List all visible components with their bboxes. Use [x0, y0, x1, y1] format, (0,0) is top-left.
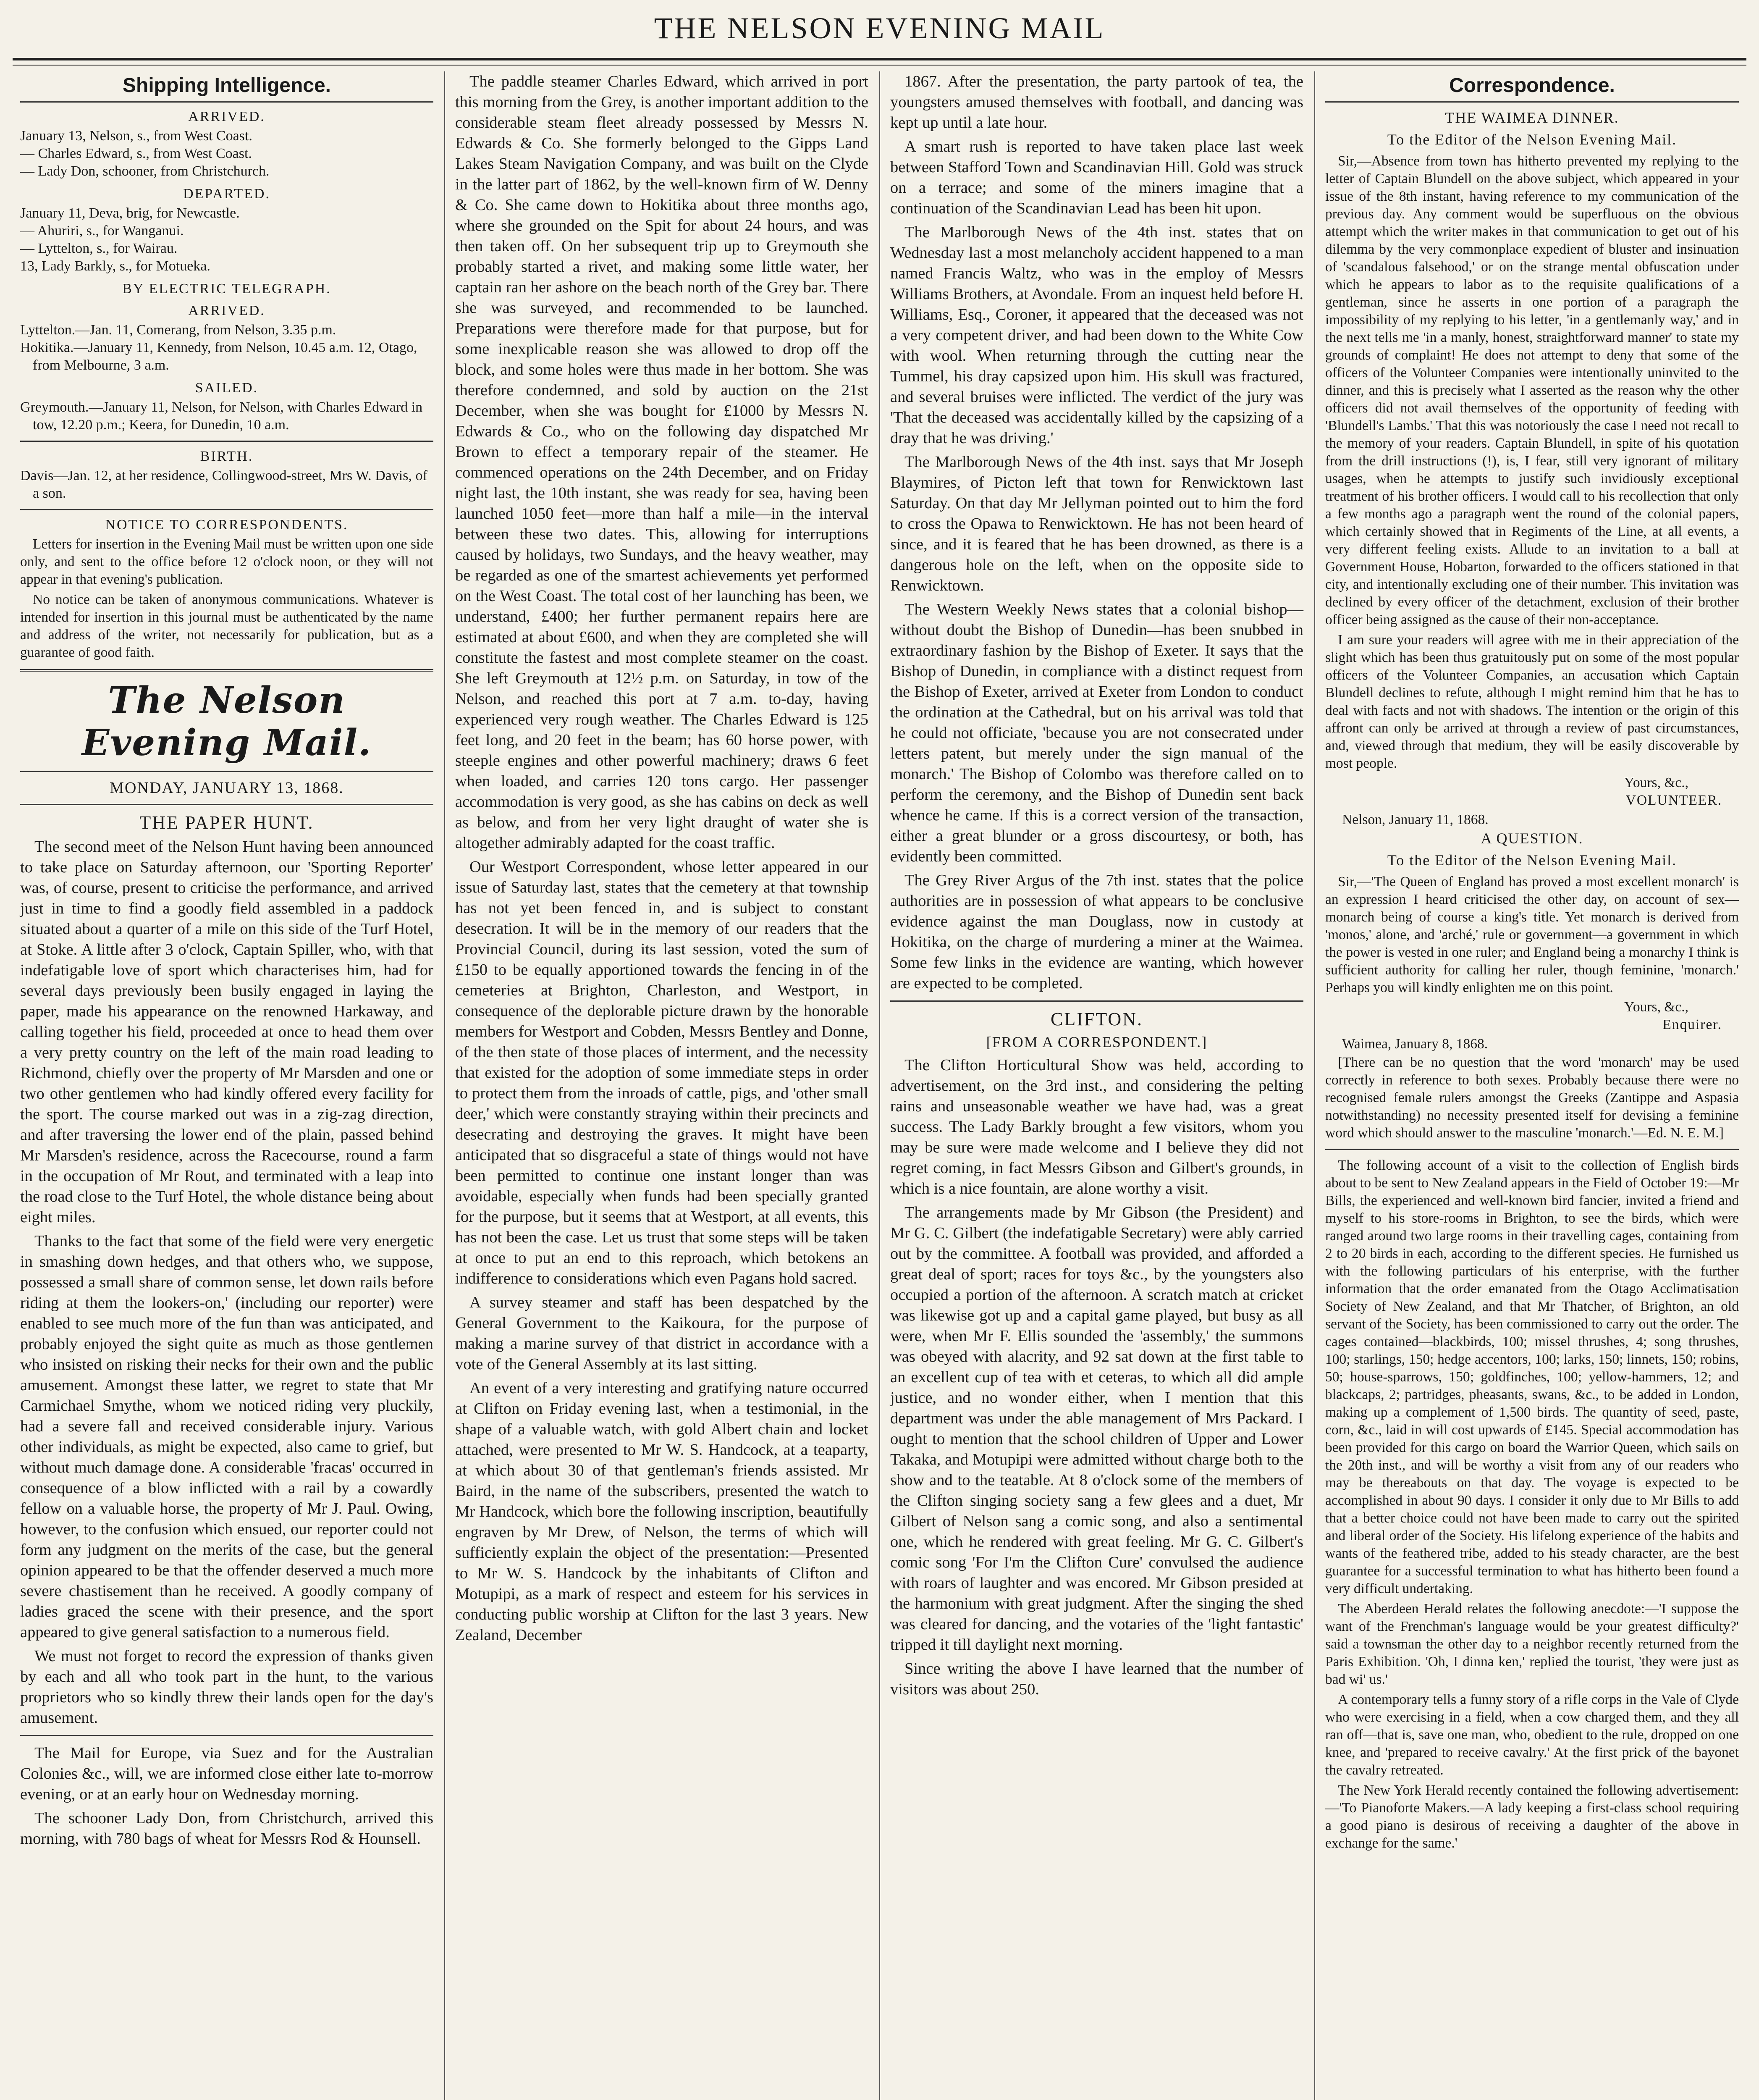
news-paragraph: The Grey River Argus of the 7th inst. states that the police authorities are in possession of what appears to be conclusive evidence against the man Douglass, now in custody at Hokitika, on the charge of murdering a miner at the Waimea. Some few links in the evidence are wanting, which however are expected to be completed.: [890, 872, 1303, 992]
news-paragraph: The Marlborough News of the 4th inst. says that Mr Joseph Blaymires, of Picton left that town for Renwicktown last Saturday. On that day Mr Jellyman pointed out to him the ford to cross the Opawa to Renwicktown. He has not been heard of since, and it is feared that he has been drowned, as there is a dangerous hole on the left, when on the opposite side to Renwicktown.: [890, 453, 1303, 594]
masthead-title: THE NELSON EVENING MAIL: [654, 11, 1105, 45]
article-paragraph: The Clifton Horticultural Show was held, according to advertisement, on the 3rd inst., and considering the pelting rains and unseasonable weather we have had, was a great success. The Lady Barkly brought a few visitors, whom you may be sure were made welcome and I believe they did not regret coming, in fact Messrs Gibson and Gilbert's grounds, in which is a nice fountain, are alone worthy a visit.: [890, 1056, 1303, 1197]
divider: [20, 771, 433, 772]
news-paragraph: A contemporary tells a funny story of a rifle corps in the Vale of Clyde who were exercising in a field, when a cow charged them, and they all ran off—that is, save one man, who, obedient to the rule, dropped on one knee, and 'prepared to receive cavalry.' At the first prick of the bayonet the cavalry retreated.: [1325, 1692, 1739, 1778]
news-paragraph: The Aberdeen Herald relates the following anecdote:—'I suppose the want of the Frenchman's language would be your greatest difficulty?' said a townsman the other day to a neighbor recently returned from the Paris Exhibition. 'Oh, I dinna ken,' replied the tourist, 'they were just as bad wi' us.': [1325, 1601, 1739, 1687]
divider: [890, 1000, 1303, 1002]
news-paragraph: The paddle steamer Charles Edward, which arrived in port this morning from the Grey, is another important addition to the considerable steam fleet already possessed by Messrs N. Edwards & Co. She formerly belonged to the Gipps Land Lakes Steam Navigation Company, and was built on the Clyde in the latter part of 1862, by the well-known firm of W. Denny & Co. She came down to Hokitika about three months ago, where she grounded on the Spit for about 24 hours, and was then taken off. On her subsequent trip up to Greymouth she probably started a rivet, and making some little water, her captain ran her ashore on the beach north of the Grey bar. There she was surveyed, and recommended to be launched. Preparations were therefore made for that purpose, but for some inexplicable reason she was allowed to drop off the block, and some holes were thus made in her bottom. She was therefore condemned, and sold by auction on the 21st December, when she was bought for £1000 by Messrs N. Edwards & Co., who on the following day dispatched Mr Brown to effect a temporary repair of the steamer. He commenced operations on the 24th December, and on Friday night last, the 10th instant, she was ready for sea, having been launched 1050 feet—more than half a mile—in the interval between these two dates. This, allowing for interruptions caused by holidays, two Sundays, and the heavy weather, may be regarded as one of the smartest achievements yet performed on the West Coast. The total cost of her launching has been, we understand, £400; her further permanent repairs here are estimated at about £600, and when they are completed she will constitute the fastest and most complete steamer on the coast. She left Greymouth at 12½ p.m. on Saturday, in tow of the Nelson, and reached this port at 7 a.m. to-day, having experienced very rough weather. The Charles Edward is 125 feet long, and 20 feet in the beam; has 60 horse power, with steeple engines and other powerful machinery; draws 6 feet when loaded, and carries 120 tons cargo. Her passenger accommodation is very good, as she has cabins on deck as well as below, and from her very light draught of water she is altogether admirably adapted for the coast traffic.: [455, 73, 868, 852]
nameplate: The Nelson Evening Mail.: [81, 679, 372, 764]
divider: [20, 1735, 433, 1736]
masthead-rule: [13, 58, 1746, 66]
shipping-title: Shipping Intelligence.: [20, 74, 433, 103]
column-4: [1318, 71, 1746, 2100]
shipping-entry: January 11, Deva, brig, for Newcastle.: [20, 205, 240, 221]
shipping-entry: — Ahuriri, s., for Wanganui.: [20, 223, 184, 239]
shipping-entry: — Lady Don, schooner, from Christchurch.: [20, 163, 270, 179]
news-paragraph: 1867. After the presentation, the party partook of tea, the youngsters amused themselves with football, and dancing was kept up until a late hour.: [890, 73, 1303, 131]
shipping-entry: Greymouth.—January 11, Nelson, for Nelson, with Charles Edward in tow, 12.20 p.m.; Keera, for Dunedin, 10 a.m.: [20, 399, 423, 433]
news-paragraph: The Marlborough News of the 4th inst. states that on Wednesday last a most melancholy accident happened to a man named Francis Waltz, who was in the employ of Messrs Williams Brothers, at Avondale. From an inquest held before H. Williams, Esq., Coroner, it appeared that the deceased was not a very competent driver, and had been down to the White Cow with wool. When returning through the cutting near the Tummel, his dray capsized upon him. His skull was fractured, and several bruises were inflicted. The verdict of the jury was 'That the deceased was accidentally killed by the capsizing of a dray that he was driving.': [890, 223, 1303, 447]
article-subtitle: [FROM A CORRESPONDENT.]: [986, 1034, 1208, 1050]
shipping-entry: Hokitika.—January 11, Kennedy, from Nelson, 10.45 a.m. 12, Otago, from Melbourne, 3 a.m.: [20, 340, 417, 373]
shipping-entry: 13, Lady Barkly, s., for Motueka.: [20, 258, 210, 274]
article-paragraph: Thanks to the fact that some of the field were very energetic in smashing down hedges, and that others who, we suppose, possessed a small share of common sense, let down rails before riding at them the lookers-on,' (including our reporter) were enabled to see much more of the fun than was anticipated, and probably enjoyed the sight quite as much as those gentlemen who insisted on risking their necks for their own and the public amusement. Amongst these latter, we regret to state that Mr Carmichael Smythe, whom we noticed riding very pluckily, had a severe fall and received considerable injury. Various other individuals, as might be expected, also came to grief, but without much damage done. A considerable 'fracas' occurred in consequence of a blow inflicted with a rail by a cowardly fellow on a valuable horse, the property of Mr J. Paul. Owing, however, to the confusion which ensued, our reporter could not form any judgment on the merits of the case, but the general opinion appeared to be that the offender deserved a much more severe chastisement than he received. A goodly company of ladies graced the scene with their presence, and the sport appeared to give general satisfaction to a numerous field.: [20, 1232, 433, 1641]
telegraph-heading: BY ELECTRIC TELEGRAPH.: [122, 281, 331, 297]
news-paragraph: An event of a very interesting and gratifying nature occurred at Clifton on Friday evening last, when a testimonial, in the shape of a valuable watch, with gold Albert chain and locket attached, were presented to Mr W. S. Handcock, at a teaparty, at which about 30 of that gentleman's friends assisted. Mr Baird, in the name of the subscribers, presented the watch to Mr Handcock, which bore the following inscription, beautifully engraven by Mr Drew, of Nelson, the terms of which will sufficiently explain the object of the presentation:—Presented to Mr W. S. Handcock by the inhabitants of Clifton and Motupipi, as a mark of respect and esteem for his services in conducting public worship at Clifton for the last 3 years. New Zealand, December: [455, 1379, 868, 1644]
editor-note: [There can be no question that the word 'monarch' may be used correctly in reference to both sexes. Probably because there were no recognised female rulers amongst the Greeks (Zantippe and Aspasia notwithstanding) no necessity presented itself for devising a feminine word which should answer to the masculine 'monarch.'—Ed. N. E. M.]: [1325, 1055, 1739, 1141]
letter-closing: Yours, &c.,: [1624, 999, 1688, 1015]
shipping-entry: January 13, Nelson, s., from West Coast.: [20, 128, 252, 144]
divider: [20, 804, 433, 805]
news-paragraph: The Western Weekly News states that a colonial bishop—without doubt the Bishop of Dunedin—has been snubbed in extraordinary fashion by the Bishop of Exeter. It says that the Bishop of Dunedin, in compliance with a distinct request from the Bishop of Exeter, arrived at Exeter from London to conduct the ordination at the Cathedral, but on his arrival was told that he could not officiate, 'because you are not consecrated under letters patent, but merely under the sign manual of the monarch.' The Bishop of Colombo was therefore called on to perform the ceremony, and the Bishop of Dunedin sent back whence he came. If this is a correct version of the transaction, either a great blunder or a gross discourtesy, or both, has evidently been committed.: [890, 601, 1303, 865]
news-paragraph: The schooner Lady Don, from Christchurch, arrived this morning, with 780 bags of wheat for Messrs Rod & Hounsell.: [20, 1809, 433, 1848]
birth-notice: Davis—Jan. 12, at her residence, Collingwood-street, Mrs W. Davis, of a son.: [20, 468, 427, 501]
article-paragraph: We must not forget to record the expression of thanks given by each and all who took part in the hunt, to the various proprietors who so kindly threw their lands open for the day's amusement.: [20, 1647, 433, 1727]
dateline: MONDAY, JANUARY 13, 1868.: [110, 779, 344, 797]
article-title: CLIFTON.: [1051, 1009, 1143, 1029]
letter-address: To the Editor of the Nelson Evening Mail.: [1387, 131, 1677, 148]
column-divider: [444, 71, 445, 2100]
news-paragraph: A smart rush is reported to have taken place last week between Stafford Town and Scandinavian Hill. Gold was struck on a terrace; and some of the miners imagine that a continuation of the Scandinavian Lead has been hit upon.: [890, 138, 1303, 217]
departed-heading: DEPARTED.: [183, 186, 270, 202]
news-paragraph: The following account of a visit to the collection of English birds about to be sent to New Zealand appears in the Field of October 19:—Mr Bills, the experienced and well-known bird fancier, invited a friend and myself to his store-rooms in Brighton, to see the birds, which were ranged around two large rooms in their travelling cages, containing from 2 to 20 birds in each, according to the different species. He furnished us with the following particulars of his enterprise, with the further information that the order emanated from the Otago Acclimatisation Society of New Zealand, and that Mr Thatcher, of Brighton, an old servant of the Society, has been commissioned to carry out the order. The cages contained—blackbirds, 100; missel thrushes, 4; song thrushes, 100; starlings, 150; hedge accentors, 100; larks, 150; linnets, 150; robins, 50; house-sparrows, 150; goldfinches, 100; yellow-hammers, 12; and blackcaps, 2; partridges, pheasants, swans, &c., to be added in London, making up a complement of 1,500 birds. The quantity of seed, paste, corn, &c., laid in will cost upwards of £145. Special accommodation has been provided for this cargo on board the Warrior Queen, which sails on the 20th inst., and will be worthy a visit from any of our readers who may be thereabouts on that day. The voyage is expected to be accomplished in about 90 days. I consider it only due to Mr Bills to add that a better choice could not have been made to carry out the spirited and liberal order of the Society. His lifelong experience of the habits and wants of the feathered tribe, added to his steady character, are the best guarantee for a successful termination to what has hitherto been found a very difficult undertaking.: [1325, 1158, 1739, 1596]
letter-place: Waimea, January 8, 1868.: [1342, 1036, 1488, 1052]
column-1: [13, 71, 441, 2100]
letter-signature: VOLUNTEER.: [1625, 793, 1722, 808]
news-paragraph: A survey steamer and staff has been despatched by the General Government to the Kaikoura, for the purpose of making a marine survey of that district in accordance with a vote of the General Assembly at its last sitting.: [455, 1294, 868, 1373]
tel-sailed-heading: SAILED.: [195, 380, 259, 396]
news-paragraph: The New York Herald recently contained the following advertisement:—'To Pianoforte Makers.—A lady keeping a first-class school requiring a good piano is desirous of receiving a daughter of the above in exchange for the same.': [1325, 1782, 1739, 1851]
article-paragraph: Since writing the above I have learned that the number of visitors was about 250.: [890, 1660, 1303, 1698]
column-divider: [1314, 71, 1315, 2100]
shipping-entry: — Charles Edward, s., from West Coast.: [20, 146, 252, 161]
arrived-heading: ARRIVED.: [188, 109, 265, 124]
column-3: [883, 71, 1311, 2100]
divider: [20, 441, 433, 442]
column-divider: [879, 71, 880, 2100]
birth-heading: BIRTH.: [200, 449, 254, 464]
divider: [20, 509, 433, 510]
letter-title: THE WAIMEA DINNER.: [1445, 109, 1619, 126]
divider: [1325, 1149, 1739, 1150]
tel-arrived-heading: ARRIVED.: [188, 303, 265, 318]
notice-paragraph: No notice can be taken of anonymous communications. Whatever is intended for insertion in this journal must be authenticated by the name and address of the writer, not necessarily for publication, but as a guarantee of good faith.: [20, 592, 433, 660]
article-paragraph: The second meet of the Nelson Hunt having been announced to take place on Saturday afternoon, our 'Sporting Reporter' was, of course, present to criticise the performance, and arrived just in time to find a goodly field assembled in a paddock situated about a quarter of a mile on this side of the Turf Hotel, at Stoke. A little after 3 o'clock, Captain Spiller, who, with that indefatigable love of sport which characterises him, had for several days previously been busily engaged in laying the paper, made his appearance on the renowned Harkaway, and calling together his field, proceeded at once to head them over a very pretty country on the left of the main road leading to Richmond, chiefly over the property of Mr Marsden and one or two other gentlemen who had kindly offered every facility for the sport. The course marked out was in a zig-zag direction, and after traversing the lower end of the plain, passed behind Mr Marsden's residence, across the Racecourse, round a farm in the occupation of Mr Rout, and terminated with a leap into the road close to the Turf Hotel, the whole distance being about eight miles.: [20, 838, 433, 1226]
shipping-entry: Lyttelton.—Jan. 11, Comerang, from Nelson, 3.35 p.m.: [20, 322, 336, 338]
letter-title: A QUESTION.: [1481, 830, 1583, 847]
article-title: THE PAPER HUNT.: [139, 812, 314, 833]
news-paragraph: The Mail for Europe, via Suez and for the Australian Colonies &c., will, we are informed close either late to-morrow evening, or at an early hour on Wednesday morning.: [20, 1744, 433, 1803]
notice-heading: NOTICE TO CORRESPONDENTS.: [105, 517, 349, 533]
article-paragraph: The arrangements made by Mr Gibson (the President) and Mr G. C. Gilbert (the indefatigable Secretary) were ably carried out by the committee. A football was provided, and afforded a great deal of sport; races for toys &c., by the youngsters also occupied a portion of the afternoon. A scratch match at cricket was likewise got up and a capital game played, but busy as all were, when Mr F. Ellis sounded the 'assembly,' the summons was obeyed with alacrity, and 92 sat down at the first table to an excellent cup of tea with et ceteras, to which all did ample justice, and no wonder either, when I mention that this department was under the able management of Mrs Packard. I ought to mention that the school children of Upper and Lower Takaka, and Motupipi were admitted without charge both to the show and to the teatable. At 8 o'clock some of the members of the Clifton singing society sang a few glees and a duet, Mr Gilbert of Nelson sang a comic song, and also a sentimental one, which he rendered with great feeling. Mr G. C. Gilbert's comic song 'For I'm the Clifton Cure' convulsed the audience with roars of laughter and was encored. Mr Gibson presided at the harmonium with great judgment. After the singing the shed was cleared for dancing, and the votaries of the 'light fantastic' tripped it till daylight next morning.: [890, 1204, 1303, 1654]
notice-paragraph: Letters for insertion in the Evening Mail must be written upon one side only, and sent to the office before 12 o'clock noon, or they will not appear in that evening's publication.: [20, 536, 433, 587]
masthead: [0, 0, 1759, 63]
letter-paragraph: I am sure your readers will agree with me in their appreciation of the slight which has been thus gratuitously put on some of the most popular officers of the Volunteer Companies, an accusation which Captain Blundell declines to refute, although I might remind him that he has to deal with facts and not with shadows. The intention or the origin of this affront can only be arrived at through a review of past circumstances, and, viewed through that medium, they will be easily discoverable by most people.: [1325, 632, 1739, 771]
letter-paragraph: Sir,—Absence from town has hitherto prevented my replying to the letter of Captain Blundell on the above subject, which appeared in your issue of the 8th instant, having reference to my communication of the previous day. Any comment would be superfluous on the obvious attempt which the writer makes in that communication to get out of his dilemma by the very commonplace expedient of bluster and insinuation of 'scandalous falsehood,' or on the strange mental obfuscation under which he appears to labor as to the requisite qualifications of a gentleman, since he asserts in one portion of a paragraph the impossibility of my replying to his letter, 'in a gentlemanly way,' and in the next tells me 'in a manly, honest, straightforward manner' to state my grounds of complaint! He does not attempt to deny that some of the officers of the Volunteer Companies were intentionally uninvited to the dinner, and this is precisely what I asserted as the reason why the other officers did not avail themselves of the opportunity of feeding with 'Blundell's Lambs.' That this was notoriously the case I need not recall to the memory of your readers. Captain Blundell, in spite of his quotation from the drill instructions (!), is, I fear, still very ignorant of military usages, when he attempts to justify such invidiously exceptional treatment of his brother officers. I would call to his recollection that only a few months ago a paragraph went the round of the colonial papers, which certainly showed that in Regiments of the Line, at all events, a very different feeling exists. Allude to an invitation to a ball at Government House, Hobarton, forwarded to the officers stationed in that city, and intentionally excluding one of their number. This invitation was declined by every officer of the detachment, exclusion of their brother officer being assigned as the cause of their non-acceptance.: [1325, 153, 1739, 627]
letter-signature: Enquirer.: [1662, 1017, 1722, 1032]
letter-paragraph: Sir,—'The Queen of England has proved a most excellent monarch' is an expression I heard criticised the other day, on account of sex—monarch being of course a king's title. Yet monarch is derived from 'monos,' alone, and 'arché,' rule or government—a government in which the power is vested in one ruler; and England being a monarchy I think is sufficient authority for calling her ruler, though feminine, 'monarch.' Perhaps you will kindly enlighten me on this point.: [1325, 874, 1739, 995]
letter-place: Nelson, January 11, 1868.: [1342, 812, 1489, 827]
letter-address: To the Editor of the Nelson Evening Mail.: [1387, 852, 1677, 869]
divider: [20, 669, 433, 672]
column-2: [448, 71, 876, 2100]
correspondence-title: Correspondence.: [1325, 74, 1739, 103]
shipping-entry: — Lyttelton, s., for Wairau.: [20, 241, 178, 256]
news-paragraph: Our Westport Correspondent, whose letter appeared in our issue of Saturday last, states that the cemetery at that township has not yet been fenced in, and is subject to constant desecration. It will be in the memory of our readers that the Provincial Council, during its last session, voted the sum of £150 to be equally apportioned towards the fencing in of the cemeteries at Brighton, Charleston, and Westport, in consequence of the deplorable picture drawn by the honorable members for Westport and Cobden, Messrs Bentley and Donne, of the then state of those places of interment, and the necessity that existed for the adoption of some immediate steps in order to protect them from the inroads of cattle, pigs, and 'other small deer,' which were constantly straying within their precincts and desecrating and destroying the graves. It might have been anticipated that so disgraceful a state of things would not have been permitted to continue one instant longer than was avoidable, especially when funds had been specially granted for the purpose, but it seems that at Westport, at all events, this has not been the case. Let us trust that some steps will be taken at once to put an end to this reproach, which betokens an indifference to considerations which even Pagans hold sacred.: [455, 858, 868, 1287]
letter-closing: Yours, &c.,: [1624, 775, 1688, 790]
